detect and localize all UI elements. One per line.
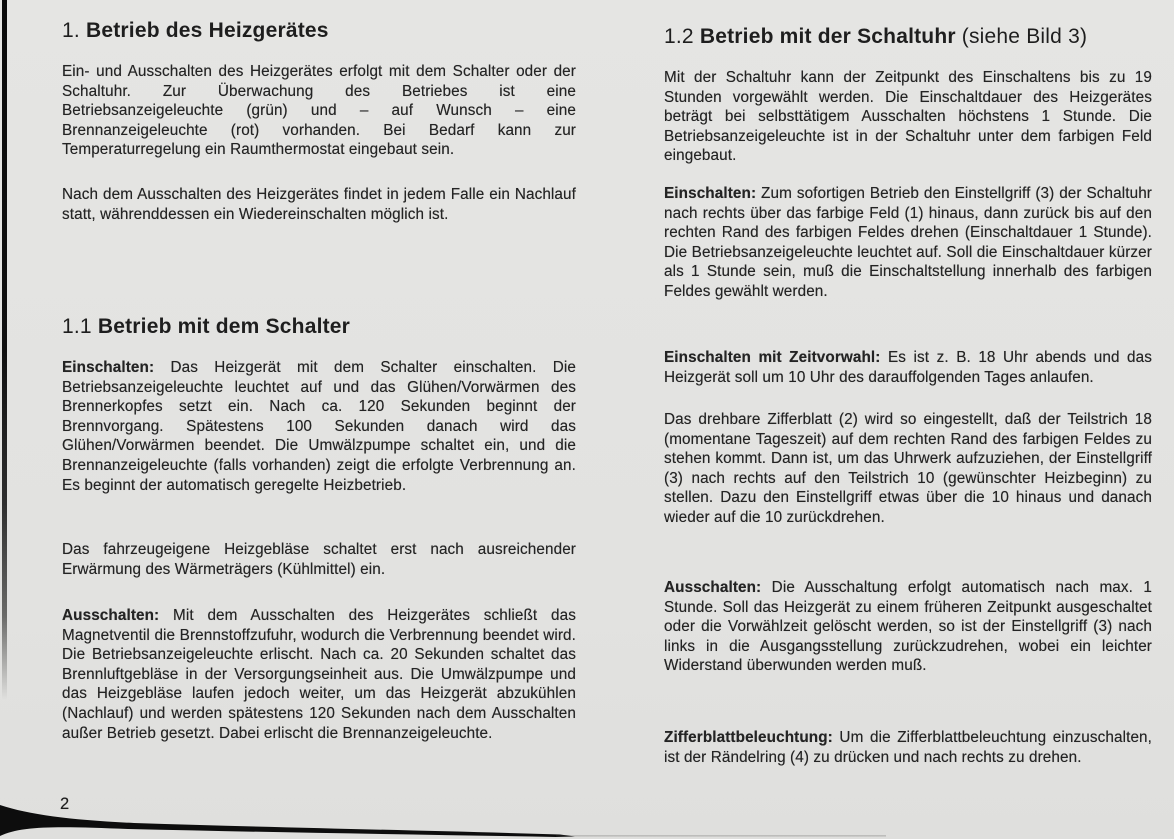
paragraph (62, 606, 576, 743)
paragraph-text: Die Ausschaltung erfolgt automatisch nach max. 1 Stunde. Soll das Heizgerät zu einem früheren Zeitpunkt ausgeschaltet oder die Vorwählzeit gelöscht werden, so ist der Einstellgriff (3) nach links in die Ausgangsstellung zurückzudrehen, wobei ein leichter Widerstand überwunden werden muß. (664, 579, 1152, 675)
paragraph: Das fahrzeugeigene Heizgebläse schaltet erst nach ausreichender Erwärmung des Wärmeträgers (Kühlmittel) ein. (62, 541, 576, 578)
paragraph-label: Ausschalten: (664, 579, 762, 596)
paragraph-text: Mit dem Ausschalten des Heizgerätes schließt das Magnetventil die Brennstoffzufuhr, wodurch die Verbrennung beendet wird. Die Betriebsanzeigeleuchte erlischt. Nach ca. 20 Sekunden schaltet das Brennluftgebläse in der Versorgungseinheit aus. Die Umwälzpumpe und das Heizgebläse laufen jedoch weiter, um das Heizgerät abzukühlen (Nachlauf) und werden spätestens 120 Sekunden nach dem Ausschalten außer Betrieb gesetzt. Dabei erlischt die Brennanzeigeleuchte. (62, 607, 576, 742)
heading-number: 1.2 (664, 25, 694, 48)
page-number: 2 (60, 795, 70, 813)
section-heading-1-2 (664, 24, 1152, 49)
paragraph: Ein- und Ausschalten des Heizgerätes erfolgt mit dem Schalter oder der Schaltuhr. Zur Überwachung des Betriebes ist eine Betriebsanzeigeleuchte (grün) und – auf Wunsch – eine Brennanzeigeleuchte (rot) vorhanden. Bei Bedarf kann zur Temperaturregelung ein Raumthermostat eingebaut sein. (62, 63, 576, 159)
right-column (664, 0, 1152, 839)
paragraph: Mit der Schaltuhr kann der Zeitpunkt des Einschaltens bis zu 19 Stunden vorgewählt werden. Die Einschaltdauer des Heizgerätes beträgt bei selbsttätigem Ausschalten höchstens 1 Stunde. Die Betriebsanzeigeleuchte ist in der Schaltuhr unter dem farbigen Feld eingebaut. (664, 69, 1152, 165)
paragraph-label: Ausschalten: (62, 607, 160, 624)
scan-edge-left-artifact (2, 0, 7, 700)
paragraph: Nach dem Ausschalten des Heizgerätes findet in jedem Falle ein Nachlauf statt, währenddessen ein Wiedereinschalten möglich ist. (62, 186, 576, 223)
paragraph-text: Das Heizgerät mit dem Schalter einschalten. Die Betriebsanzeigeleuchte leuchtet auf und das Glühen/Vorwärmen des Brennerkopfes setzt ein. Nach ca. 120 Sekunden beginnt der Brennvorgang. Spätestens 100 Sekunden danach wird das Glühen/Vorwärmen beendet. Die Umwälzpumpe schaltet ein, und die Brennanzeigeleuchte (falls vorhanden) zeigt die erfolgte Verbrennung an. Es beginnt der automatisch geregelte Heizbetrieb. (62, 359, 576, 494)
paragraph-text: Um die Zifferblattbeleuchtung einzuschalten, ist der Rändelring (4) zu drücken und nach rechts zu drehen. (664, 729, 1153, 766)
heading-title: Betrieb mit dem Schalter (97, 315, 351, 338)
paragraph (62, 358, 576, 495)
paragraph-text: Zum sofortigen Betrieb den Einstellgriff (3) der Schaltuhr nach rechts über das farbige Feld (1) hinaus, dann zurück bis auf den rechten Rand des farbigen Feldes drehen (Einschaltdauer 1 Stunde). Die Betriebsanzeigeleuchte leuchtet auf. Soll die Einschaltdauer kürzer als 1 Stunde sein, muß die Einschaltstellung innerhalb des farbigen Feldes gewählt werden. (664, 185, 1152, 300)
left-column (62, 0, 576, 839)
paragraph-text: Es ist z. B. 18 Uhr abends und das Heizgerät soll um 10 Uhr des darauffolgenden Tages anlaufen. (664, 349, 1153, 386)
paragraph-label: Zifferblattbeleuchtung: (664, 729, 833, 746)
section-heading-1-1 (62, 314, 576, 339)
paragraph-label: Einschalten: (62, 359, 155, 376)
paragraph: Das drehbare Zifferblatt (2) wird so eingestellt, daß der Teilstrich 18 (momentane Tageszeit) auf dem rechten Rand des farbigen Feldes zu stehen kommt. Dann ist, um das Uhrwerk aufzuziehen, der Einstellgriff (3) nach rechts auf den Teilstrich 10 (gewünschter Heizbeginn) zu stellen. Dazu den Einstellgriff etwas über die 10 hinaus und danach wieder auf die 10 zurückdrehen. (664, 411, 1152, 526)
paragraph (664, 348, 1152, 387)
paragraph (664, 578, 1152, 676)
heading-title: Betrieb mit der Schaltuhr (699, 25, 956, 48)
heading-title: Betrieb des Heizgerätes (85, 19, 329, 42)
paragraph (664, 184, 1152, 302)
heading-number: 1. (62, 19, 80, 42)
paragraph (664, 728, 1152, 767)
heading-suffix: (siehe Bild 3) (961, 25, 1088, 48)
section-heading-1 (62, 18, 576, 43)
heading-number: 1.1 (62, 315, 92, 338)
paragraph-label: Einschalten mit Zeitvorwahl: (664, 349, 881, 366)
paragraph-label: Einschalten: (664, 185, 757, 202)
